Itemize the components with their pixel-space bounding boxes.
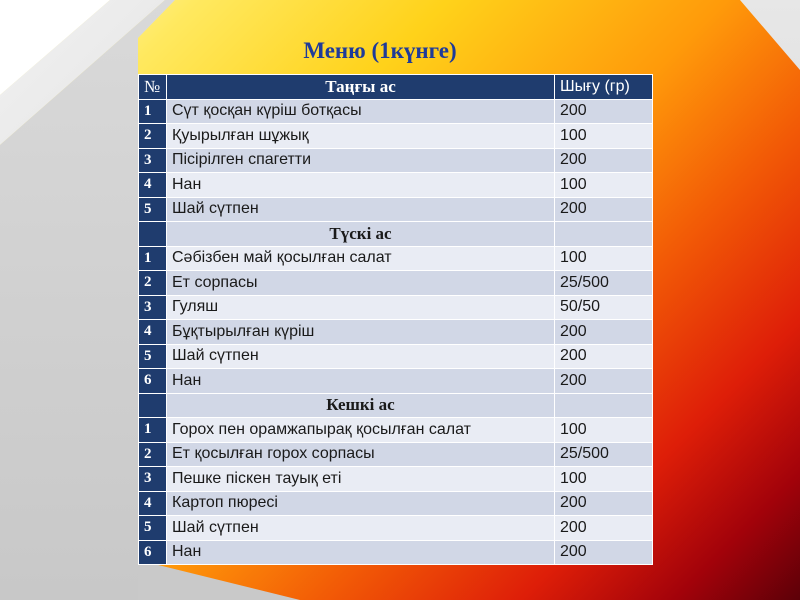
row-number: 3 xyxy=(139,148,167,173)
table-row xyxy=(139,467,653,492)
dish-name: Нан xyxy=(167,540,555,565)
dish-name: Сәбізбен май қосылған салат xyxy=(167,246,555,271)
dish-name: Шай сүтпен xyxy=(167,197,555,222)
dish-name: Пісірілген спагетти xyxy=(167,148,555,173)
row-number: 2 xyxy=(139,124,167,149)
row-number: 4 xyxy=(139,491,167,516)
table-row xyxy=(139,442,653,467)
section-title: Кешкі ас xyxy=(167,393,555,418)
dish-name: Шай сүтпен xyxy=(167,344,555,369)
column-header-number: № xyxy=(139,75,167,100)
row-number: 3 xyxy=(139,295,167,320)
table-row xyxy=(139,491,653,516)
menu-table xyxy=(138,74,653,565)
dish-name: Горох пен орамжапырақ қосылған салат xyxy=(167,418,555,443)
table-row xyxy=(139,516,653,541)
dish-name: Гуляш xyxy=(167,295,555,320)
dish-name: Пешке піскен тауық еті xyxy=(167,467,555,492)
section-header-row xyxy=(139,393,653,418)
dish-yield: 200 xyxy=(555,148,653,173)
dish-yield: 200 xyxy=(555,516,653,541)
dish-name: Бұқтырылған күріш xyxy=(167,320,555,345)
dish-name: Шай сүтпен xyxy=(167,516,555,541)
table-header-row xyxy=(139,75,653,100)
row-number: 4 xyxy=(139,320,167,345)
dish-yield: 100 xyxy=(555,124,653,149)
table-row xyxy=(139,148,653,173)
dish-yield: 200 xyxy=(555,99,653,124)
menu-table-body xyxy=(139,99,653,565)
row-number: 1 xyxy=(139,418,167,443)
dish-yield: 200 xyxy=(555,320,653,345)
dish-yield: 25/500 xyxy=(555,442,653,467)
column-header-meal: Таңғы ас xyxy=(167,75,555,100)
column-header-yield: Шығу (гр) xyxy=(555,75,653,100)
row-number: 5 xyxy=(139,516,167,541)
section-header-row xyxy=(139,222,653,247)
row-number: 5 xyxy=(139,344,167,369)
dish-yield: 200 xyxy=(555,540,653,565)
row-number: 6 xyxy=(139,540,167,565)
section-number-cell xyxy=(139,222,167,247)
section-title: Түскі ас xyxy=(167,222,555,247)
table-row xyxy=(139,418,653,443)
page-title: Меню (1күнге) xyxy=(303,38,457,63)
dish-name: Нан xyxy=(167,369,555,394)
row-number: 5 xyxy=(139,197,167,222)
row-number: 6 xyxy=(139,369,167,394)
section-number-cell xyxy=(139,393,167,418)
dish-yield: 200 xyxy=(555,369,653,394)
dish-name: Ет қосылған горох сорпасы xyxy=(167,442,555,467)
dish-name: Ет сорпасы xyxy=(167,271,555,296)
dish-yield: 200 xyxy=(555,197,653,222)
dish-yield: 50/50 xyxy=(555,295,653,320)
table-row xyxy=(139,369,653,394)
dish-yield: 200 xyxy=(555,491,653,516)
row-number: 1 xyxy=(139,99,167,124)
dish-yield: 25/500 xyxy=(555,271,653,296)
table-row xyxy=(139,344,653,369)
table-row xyxy=(139,271,653,296)
row-number: 2 xyxy=(139,271,167,296)
section-yield-cell xyxy=(555,222,653,247)
row-number: 4 xyxy=(139,173,167,198)
dish-yield: 100 xyxy=(555,246,653,271)
table-row xyxy=(139,197,653,222)
dish-yield: 200 xyxy=(555,344,653,369)
table-row xyxy=(139,173,653,198)
row-number: 1 xyxy=(139,246,167,271)
dish-yield: 100 xyxy=(555,418,653,443)
dish-name: Сүт қосқан күріш ботқасы xyxy=(167,99,555,124)
row-number: 3 xyxy=(139,467,167,492)
row-number: 2 xyxy=(139,442,167,467)
table-row xyxy=(139,99,653,124)
section-yield-cell xyxy=(555,393,653,418)
table-row xyxy=(139,320,653,345)
dish-name: Қуырылған шұжық xyxy=(167,124,555,149)
table-row xyxy=(139,540,653,565)
table-row xyxy=(139,295,653,320)
table-row xyxy=(139,124,653,149)
dish-name: Нан xyxy=(167,173,555,198)
dish-yield: 100 xyxy=(555,467,653,492)
dish-name: Картоп пюресі xyxy=(167,491,555,516)
table-row xyxy=(139,246,653,271)
dish-yield: 100 xyxy=(555,173,653,198)
